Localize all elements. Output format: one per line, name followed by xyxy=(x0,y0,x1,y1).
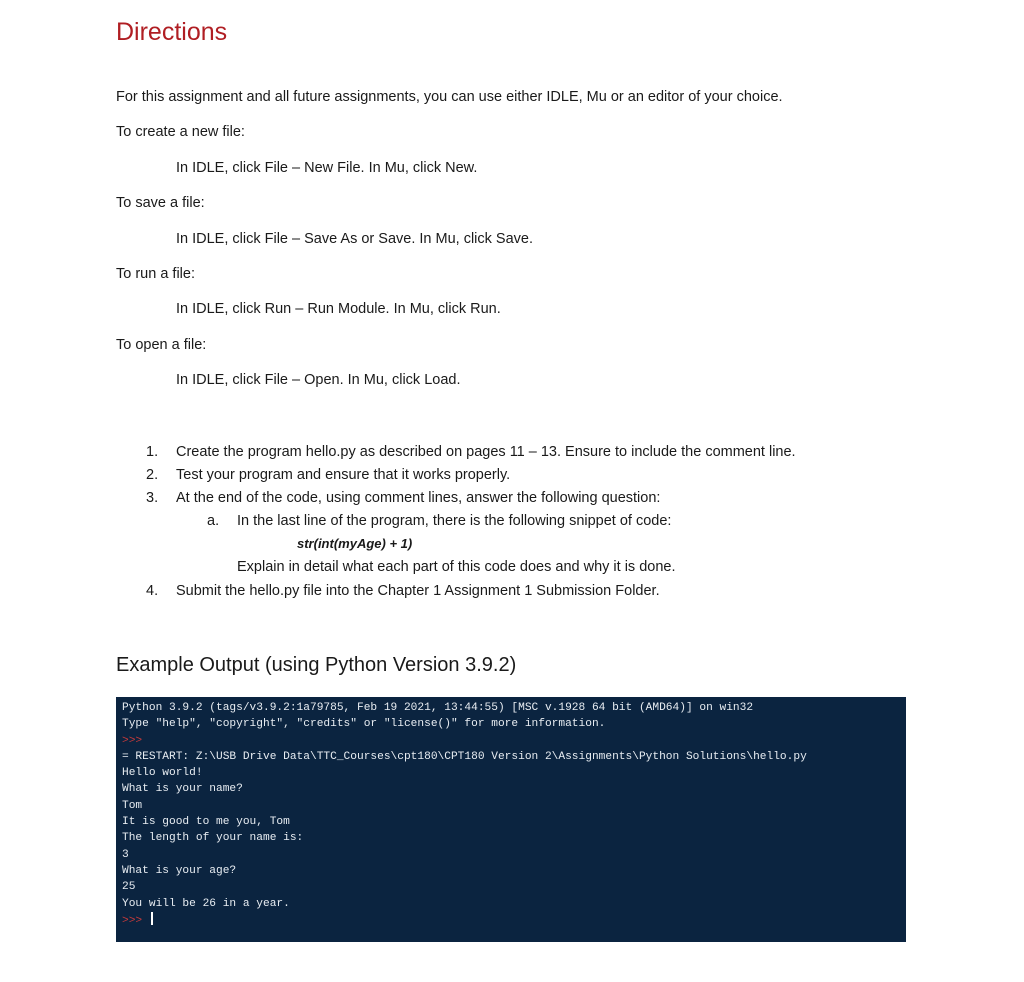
create-file-detail: In IDLE, click File – New File. In Mu, click New. xyxy=(176,160,478,176)
terminal-line: Tom xyxy=(122,799,143,812)
code-snippet: str(int(myAge) + 1) xyxy=(297,536,413,551)
terminal-line: What is your age? xyxy=(122,864,237,877)
create-file-label: To create a new file: xyxy=(116,124,245,140)
terminal-final-prompt: >>> xyxy=(122,914,149,927)
terminal-line: = RESTART: Z:\USB Drive Data\TTC_Courses\cpt180\CPT180 Version 2\Assignments\Python Solutions\hello.py xyxy=(122,750,807,763)
text-cursor xyxy=(151,912,153,925)
save-file-detail: In IDLE, click File – Save As or Save. In Mu, click Save. xyxy=(176,231,533,247)
terminal-prompt-line: >>> xyxy=(122,734,143,747)
terminal-line: You will be 26 in a year. xyxy=(122,897,290,910)
directions-heading: Directions xyxy=(116,18,228,46)
example-output-heading: Example Output (using Python Version 3.9.2) xyxy=(116,654,517,676)
terminal-line: Hello world! xyxy=(122,767,203,780)
step-text: At the end of the code, using comment lines, answer the following question: xyxy=(176,490,661,506)
terminal-input-line[interactable] xyxy=(122,912,900,928)
terminal-line: It is good to me you, Tom xyxy=(122,816,290,829)
step-number: 4. xyxy=(146,583,159,599)
terminal-line: Type "help", "copyright", "credits" or "license()" for more information. xyxy=(122,718,606,731)
substep-letter: a. xyxy=(207,513,220,529)
open-file-detail: In IDLE, click File – Open. In Mu, click Load. xyxy=(176,372,461,388)
step-text: Submit the hello.py file into the Chapter 1 Assignment 1 Submission Folder. xyxy=(176,583,660,599)
step-number: 2. xyxy=(146,467,159,483)
open-file-label: To open a file: xyxy=(116,337,207,353)
terminal-line: 25 xyxy=(122,881,136,894)
terminal-line: What is your name? xyxy=(122,783,243,796)
terminal-line: The length of your name is: xyxy=(122,832,304,845)
save-file-label: To save a file: xyxy=(116,195,205,211)
substep-text: In the last line of the program, there is the following snippet of code: xyxy=(237,513,672,529)
step-number: 1. xyxy=(146,444,159,460)
step-number: 3. xyxy=(146,490,159,506)
step-text: Create the program hello.py as described on pages 11 – 13. Ensure to include the comment line. xyxy=(176,444,796,460)
substep-explain: Explain in detail what each part of this code does and why it is done. xyxy=(237,559,676,575)
intro-paragraph: For this assignment and all future assignments, you can use either IDLE, Mu or an editor of your choice. xyxy=(116,89,783,105)
run-file-label: To run a file: xyxy=(116,266,195,282)
step-text: Test your program and ensure that it works properly. xyxy=(176,467,511,483)
terminal-line: Python 3.9.2 (tags/v3.9.2:1a79785, Feb 19 2021, 13:44:55) [MSC v.1928 64 bit (AMD64)] on win32 xyxy=(122,702,754,714)
run-file-detail: In IDLE, click Run – Run Module. In Mu, click Run. xyxy=(176,301,501,317)
terminal-line: 3 xyxy=(122,848,129,861)
terminal-output xyxy=(116,697,906,942)
